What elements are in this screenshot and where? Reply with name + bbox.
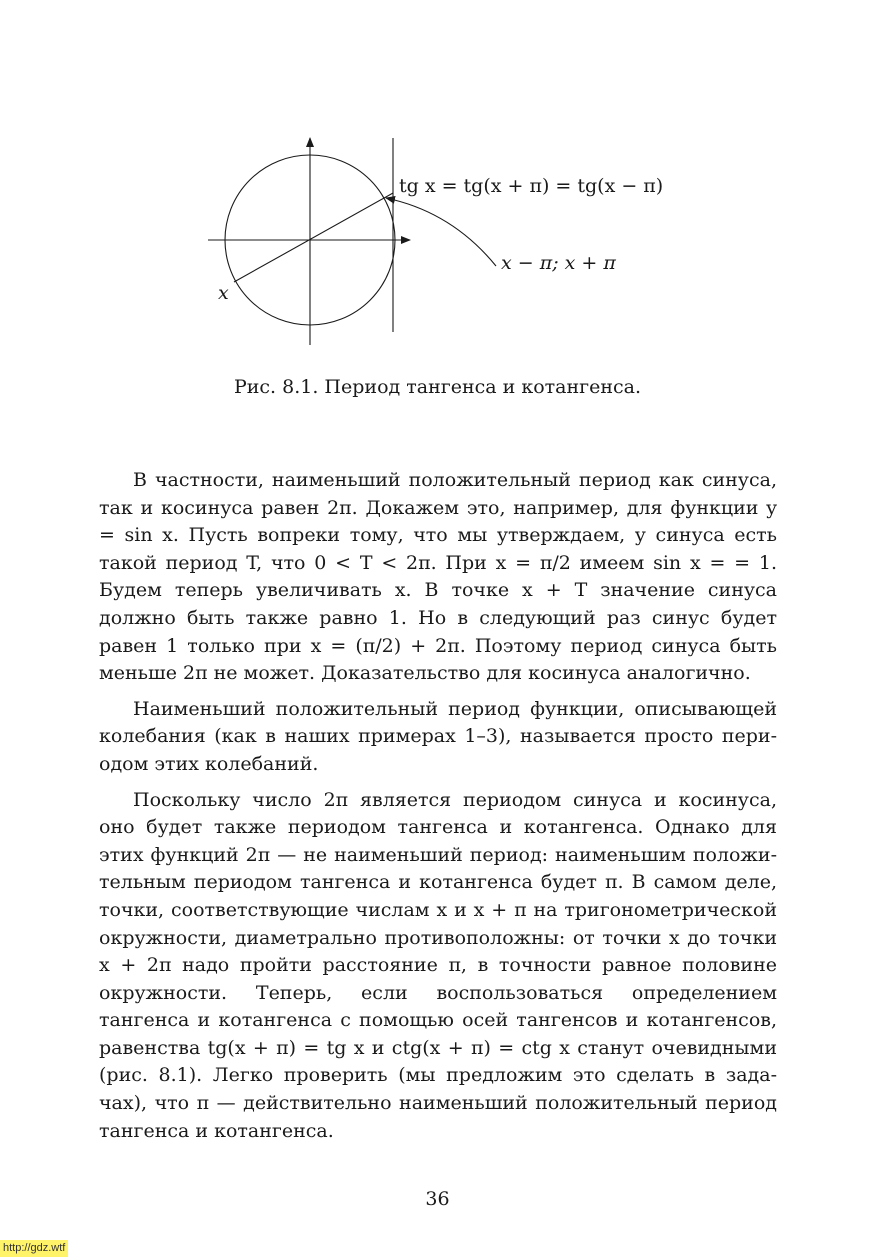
label-tg-equality: tg x = tg(x + π) = tg(x − π) <box>399 175 664 197</box>
pointer-arrow <box>386 198 496 266</box>
diameter-line <box>234 193 393 282</box>
figure-tangent-period <box>0 0 875 360</box>
page-number: 36 <box>425 1188 450 1210</box>
label-point-x: x <box>218 282 229 304</box>
body-text <box>99 467 777 1153</box>
watermark-link[interactable]: http://gdz.wtf <box>0 1240 68 1257</box>
paragraph-2: Наименьший положительный период функции, описывающей колебания (как в наших примерах 1–3), называется просто периодом этих колебаний. <box>99 697 777 775</box>
figure-caption: Рис. 8.1. Период тангенса и котангенса. <box>233 376 642 398</box>
paragraph-3: Поскольку число 2π является периодом синуса и косинуса, оно будет также периодом тангенса и котангенса. Однако для этих функций 2π — не наименьший период: наименьшим положительным периодом тангенса и котангенса будет π. В самом деле, точки, соответствующие числам x и x + π на тригонометрической окружности, диаметрально противоположны: от точки x до точки x + 2π надо пройти расстояние π, в точности равное половине окружности. Теперь, если воспользоваться определением тангенса и котангенса с помощью осей тангенсов и котангенсов, равенства tg(x + π) = tg x и ctg(x + π) = ctg x станут очевидными (рис. 8.1). Легко проверить (мы предложим это сделать в задачах), что π — действительно наименьший положительный период тангенса и котангенса. <box>99 788 777 1142</box>
paragraph-1: В частности, наименьший положительный период как синуса, так и косинуса равен 2π. Докажем это, например, для функции y = sin x. Пусть вопреки тому, что мы утверждаем, у синуса есть такой период T, что 0 < T < 2π. При x = π/2 имеем sin x = = 1. Будем теперь увеличивать x. В точке x + T значение синуса должно быть также равно 1. Но в следующий раз синус будет равен 1 только при x = (π/2) + 2π. Поэтому период синуса быть меньше 2π не может. Доказательство для косинуса аналогично. <box>99 469 777 685</box>
label-opposite-points: x − π; x + π <box>501 252 616 274</box>
